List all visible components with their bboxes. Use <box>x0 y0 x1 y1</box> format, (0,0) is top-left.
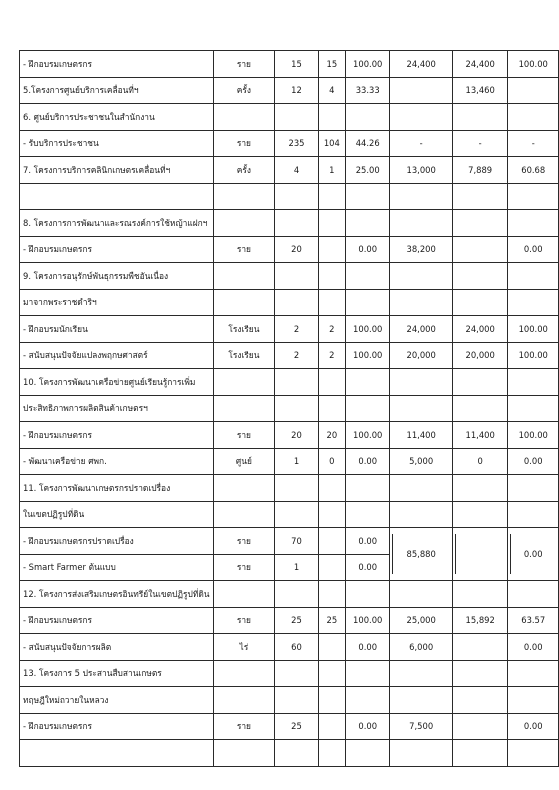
unit-cell <box>213 475 275 502</box>
project-label: ในเขตปฏิรูปที่ดิน <box>20 501 214 528</box>
result-cell <box>318 740 345 767</box>
spent-percent-cell <box>508 210 559 237</box>
spent-percent-cell <box>508 395 559 422</box>
unit-cell: ไร่ <box>213 634 275 661</box>
project-label: ทฤษฎีใหม่ถวายในหลวง <box>20 687 214 714</box>
target-cell: 12 <box>275 77 318 104</box>
budget-cell: 13,000 <box>390 157 452 184</box>
result-cell: 4 <box>318 77 345 104</box>
spent-percent-cell <box>508 263 559 290</box>
percent-cell: 0.00 <box>345 236 390 263</box>
result-cell <box>318 236 345 263</box>
target-cell: 1 <box>275 554 318 581</box>
spent-percent-cell <box>508 740 559 767</box>
project-label: - พัฒนาเครือข่าย ศพก. <box>20 448 214 475</box>
spent-cell <box>452 687 508 714</box>
spent-percent-cell: 0.00 <box>508 448 559 475</box>
unit-cell: ศูนย์ <box>213 448 275 475</box>
table-row <box>20 130 559 157</box>
result-cell <box>318 395 345 422</box>
result-cell <box>318 501 345 528</box>
target-cell <box>275 104 318 131</box>
percent-cell <box>345 740 390 767</box>
spent-cell <box>452 263 508 290</box>
unit-cell <box>213 581 275 608</box>
table-row <box>20 51 559 78</box>
table-row <box>20 77 559 104</box>
bracket-mark <box>455 534 459 574</box>
table-row <box>20 369 559 396</box>
spent-percent-cell: 0.00 <box>508 236 559 263</box>
spent-percent-cell <box>508 77 559 104</box>
spent-cell <box>452 501 508 528</box>
result-cell <box>318 210 345 237</box>
spent-cell: - <box>452 130 508 157</box>
budget-cell: 24,400 <box>390 51 452 78</box>
table-row <box>20 501 559 528</box>
budget-cell: 20,000 <box>390 342 452 369</box>
table-row <box>20 607 559 634</box>
unit-cell <box>213 687 275 714</box>
spent-percent-cell <box>508 369 559 396</box>
project-label: - สนับสนุนปัจจัยการผลิต <box>20 634 214 661</box>
result-cell: 1 <box>318 157 345 184</box>
project-label: 12. โครงการส่งเสริมเกษตรอินทรีย์ในเขตปฏิรูปที่ดิน <box>20 581 214 608</box>
spent-cell <box>452 104 508 131</box>
unit-cell <box>213 210 275 237</box>
project-label: - ฝึกอบรมเกษตรกร <box>20 422 214 449</box>
budget-cell <box>390 528 452 581</box>
budget-cell <box>390 263 452 290</box>
spent-cell <box>452 289 508 316</box>
spent-percent-cell <box>508 183 559 210</box>
unit-cell: โรงเรียน <box>213 316 275 343</box>
table-row <box>20 528 559 555</box>
percent-cell: 100.00 <box>345 316 390 343</box>
target-cell: 15 <box>275 51 318 78</box>
budget-cell <box>390 501 452 528</box>
spent-percent-cell <box>508 660 559 687</box>
result-cell <box>318 263 345 290</box>
table-row <box>20 448 559 475</box>
budget-cell <box>390 210 452 237</box>
percent-cell: 0.00 <box>345 713 390 740</box>
percent-cell: 0.00 <box>345 634 390 661</box>
percent-cell <box>345 210 390 237</box>
spent-cell <box>452 634 508 661</box>
spent-cell <box>452 581 508 608</box>
target-cell: 2 <box>275 342 318 369</box>
unit-cell: ราย <box>213 51 275 78</box>
project-label <box>20 740 214 767</box>
result-cell <box>318 289 345 316</box>
result-cell: 2 <box>318 342 345 369</box>
budget-cell: 38,200 <box>390 236 452 263</box>
spent-percent-cell: 100.00 <box>508 422 559 449</box>
percent-cell <box>345 475 390 502</box>
spent-cell <box>452 475 508 502</box>
project-label: 7. โครงการบริการคลินิกเกษตรเคลื่อนที่ฯ <box>20 157 214 184</box>
target-cell: 235 <box>275 130 318 157</box>
project-label: มาจากพระราชดำริฯ <box>20 289 214 316</box>
result-cell: 2 <box>318 316 345 343</box>
result-cell <box>318 475 345 502</box>
spent-percent-cell: 60.68 <box>508 157 559 184</box>
result-cell <box>318 528 345 555</box>
spent-percent-cell: 0.00 <box>508 713 559 740</box>
target-cell: 2 <box>275 316 318 343</box>
target-cell <box>275 395 318 422</box>
project-label: 8. โครงการการพัฒนาและรณรงค์การใช้หญ้าแฝกฯ <box>20 210 214 237</box>
unit-cell <box>213 104 275 131</box>
table-row <box>20 210 559 237</box>
table-row <box>20 713 559 740</box>
project-label: 6. ศูนย์บริการประชาชนในสำนักงาน <box>20 104 214 131</box>
spent-cell: 20,000 <box>452 342 508 369</box>
result-cell <box>318 581 345 608</box>
spent-cell <box>452 660 508 687</box>
percent-cell <box>345 369 390 396</box>
percent-cell <box>345 263 390 290</box>
result-cell: 104 <box>318 130 345 157</box>
results-table <box>19 50 559 767</box>
budget-cell <box>390 687 452 714</box>
spent-cell: 7,889 <box>452 157 508 184</box>
table-row <box>20 183 559 210</box>
budget-cell: 7,500 <box>390 713 452 740</box>
budget-cell: 25,000 <box>390 607 452 634</box>
target-cell <box>275 289 318 316</box>
project-label: 11. โครงการพัฒนาเกษตรกรปราดเปรื่อง <box>20 475 214 502</box>
unit-cell <box>213 183 275 210</box>
unit-cell: ราย <box>213 236 275 263</box>
spent-cell: 13,460 <box>452 77 508 104</box>
target-cell: 20 <box>275 422 318 449</box>
spent-percent-cell: 0.00 <box>508 634 559 661</box>
result-cell <box>318 634 345 661</box>
result-cell <box>318 104 345 131</box>
budget-cell: 24,000 <box>390 316 452 343</box>
table-row <box>20 660 559 687</box>
budget-cell <box>390 369 452 396</box>
result-cell <box>318 660 345 687</box>
spent-percent-cell <box>508 289 559 316</box>
percent-cell: 100.00 <box>345 51 390 78</box>
unit-cell: โรงเรียน <box>213 342 275 369</box>
project-label: 10. โครงการพัฒนาเครือข่ายศูนย์เรียนรู้การเพิ่ม <box>20 369 214 396</box>
target-cell <box>275 501 318 528</box>
budget-cell <box>390 581 452 608</box>
percent-cell: 100.00 <box>345 607 390 634</box>
target-cell: 25 <box>275 607 318 634</box>
unit-cell: ราย <box>213 528 275 555</box>
target-cell <box>275 740 318 767</box>
spent-percent-cell <box>508 581 559 608</box>
percent-cell <box>345 581 390 608</box>
spent-cell: 24,400 <box>452 51 508 78</box>
table-row <box>20 634 559 661</box>
result-cell <box>318 713 345 740</box>
unit-cell <box>213 369 275 396</box>
spent-cell: 0 <box>452 448 508 475</box>
spent-percent-cell: 63.57 <box>508 607 559 634</box>
unit-cell: ครั้ง <box>213 77 275 104</box>
project-label: - ฝึกอบรมเกษตรกร <box>20 236 214 263</box>
percent-cell: 100.00 <box>345 422 390 449</box>
project-label: - ฝึกอบรมเกษตรกร <box>20 51 214 78</box>
spent-cell: 24,000 <box>452 316 508 343</box>
result-cell <box>318 183 345 210</box>
percent-cell: 33.33 <box>345 77 390 104</box>
budget-cell: 11,400 <box>390 422 452 449</box>
project-label: 5.โครงการศูนย์บริการเคลื่อนที่ฯ <box>20 77 214 104</box>
unit-cell: ราย <box>213 130 275 157</box>
target-cell: 60 <box>275 634 318 661</box>
percent-cell <box>345 687 390 714</box>
project-label: - ฝึกอบรมนักเรียน <box>20 316 214 343</box>
table-row <box>20 422 559 449</box>
result-cell: 15 <box>318 51 345 78</box>
budget-cell <box>390 289 452 316</box>
result-cell: 25 <box>318 607 345 634</box>
target-cell: 25 <box>275 713 318 740</box>
percent-cell <box>345 183 390 210</box>
target-cell: 70 <box>275 528 318 555</box>
spent-cell <box>452 183 508 210</box>
table-row <box>20 581 559 608</box>
percent-cell <box>345 289 390 316</box>
target-cell <box>275 183 318 210</box>
spent-cell <box>452 210 508 237</box>
spent-cell <box>452 528 508 581</box>
spent-percent-cell: 100.00 <box>508 51 559 78</box>
budget-cell <box>390 740 452 767</box>
spent-percent-cell <box>508 528 559 581</box>
target-cell: 4 <box>275 157 318 184</box>
percent-cell <box>345 501 390 528</box>
target-cell <box>275 581 318 608</box>
unit-cell: ราย <box>213 554 275 581</box>
project-label: ประสิทธิภาพการผลิตสินค้าเกษตรฯ <box>20 395 214 422</box>
table-row <box>20 342 559 369</box>
table-row <box>20 316 559 343</box>
target-cell <box>275 263 318 290</box>
project-label: - ฝึกอบรมเกษตรกร <box>20 607 214 634</box>
unit-cell <box>213 740 275 767</box>
table-row <box>20 104 559 131</box>
budget-cell: 6,000 <box>390 634 452 661</box>
spent-cell <box>452 740 508 767</box>
spent-percent-cell <box>508 475 559 502</box>
target-cell <box>275 687 318 714</box>
target-cell <box>275 369 318 396</box>
table-row <box>20 475 559 502</box>
percent-cell: 0.00 <box>345 448 390 475</box>
budget-cell: - <box>390 130 452 157</box>
result-cell: 20 <box>318 422 345 449</box>
spent-cell <box>452 369 508 396</box>
percent-cell: 100.00 <box>345 342 390 369</box>
percent-cell <box>345 660 390 687</box>
project-label <box>20 183 214 210</box>
project-label: 13. โครงการ 5 ประสานสืบสานเกษตร <box>20 660 214 687</box>
budget-cell <box>390 77 452 104</box>
project-label: - สนับสนุนปัจจัยแปลงพฤกษศาสตร์ <box>20 342 214 369</box>
spent-cell: 15,892 <box>452 607 508 634</box>
target-cell <box>275 210 318 237</box>
unit-cell: ราย <box>213 422 275 449</box>
target-cell <box>275 475 318 502</box>
budget-cell <box>390 660 452 687</box>
table-row <box>20 236 559 263</box>
bracket-mark <box>392 534 396 574</box>
unit-cell <box>213 263 275 290</box>
spent-percent-cell <box>508 104 559 131</box>
target-cell: 20 <box>275 236 318 263</box>
result-cell: 0 <box>318 448 345 475</box>
table-row <box>20 289 559 316</box>
project-label: - ฝึกอบรมเกษตรกร <box>20 713 214 740</box>
percent-cell <box>345 104 390 131</box>
target-cell <box>275 660 318 687</box>
spent-cell <box>452 713 508 740</box>
table-row <box>20 687 559 714</box>
unit-cell <box>213 289 275 316</box>
spent-percent-cell: 100.00 <box>508 342 559 369</box>
result-cell <box>318 687 345 714</box>
budget-cell <box>390 104 452 131</box>
unit-cell <box>213 660 275 687</box>
result-cell <box>318 369 345 396</box>
result-cell <box>318 554 345 581</box>
unit-cell <box>213 501 275 528</box>
spent-percent-cell: 100.00 <box>508 316 559 343</box>
percent-cell <box>345 395 390 422</box>
spent-cell: 11,400 <box>452 422 508 449</box>
target-cell: 1 <box>275 448 318 475</box>
spent-percent-cell <box>508 501 559 528</box>
project-label: - รับบริการประชาชน <box>20 130 214 157</box>
table-row <box>20 740 559 767</box>
spent-percent-cell <box>508 687 559 714</box>
table-row <box>20 263 559 290</box>
table-row <box>20 395 559 422</box>
spent-cell <box>452 236 508 263</box>
budget-cell: 5,000 <box>390 448 452 475</box>
bracket-value: 85,880 <box>406 549 436 559</box>
project-label: - ฝึกอบรมเกษตรกรปราดเปรื่อง <box>20 528 214 555</box>
project-label: 9. โครงการอนุรักษ์พันธุกรรมพืชอันเนื่อง <box>20 263 214 290</box>
unit-cell <box>213 395 275 422</box>
unit-cell: ครั้ง <box>213 157 275 184</box>
percent-cell: 25.00 <box>345 157 390 184</box>
percent-cell: 44.26 <box>345 130 390 157</box>
budget-cell <box>390 183 452 210</box>
table-row <box>20 157 559 184</box>
spent-percent-cell: - <box>508 130 559 157</box>
spent-cell <box>452 395 508 422</box>
percent-cell: 0.00 <box>345 554 390 581</box>
budget-cell <box>390 475 452 502</box>
bracket-mark <box>510 534 514 574</box>
unit-cell: ราย <box>213 607 275 634</box>
percent-cell: 0.00 <box>345 528 390 555</box>
project-label: - Smart Farmer ต้นแบบ <box>20 554 214 581</box>
unit-cell: ราย <box>213 713 275 740</box>
bracket-value: 0.00 <box>523 549 543 559</box>
budget-cell <box>390 395 452 422</box>
